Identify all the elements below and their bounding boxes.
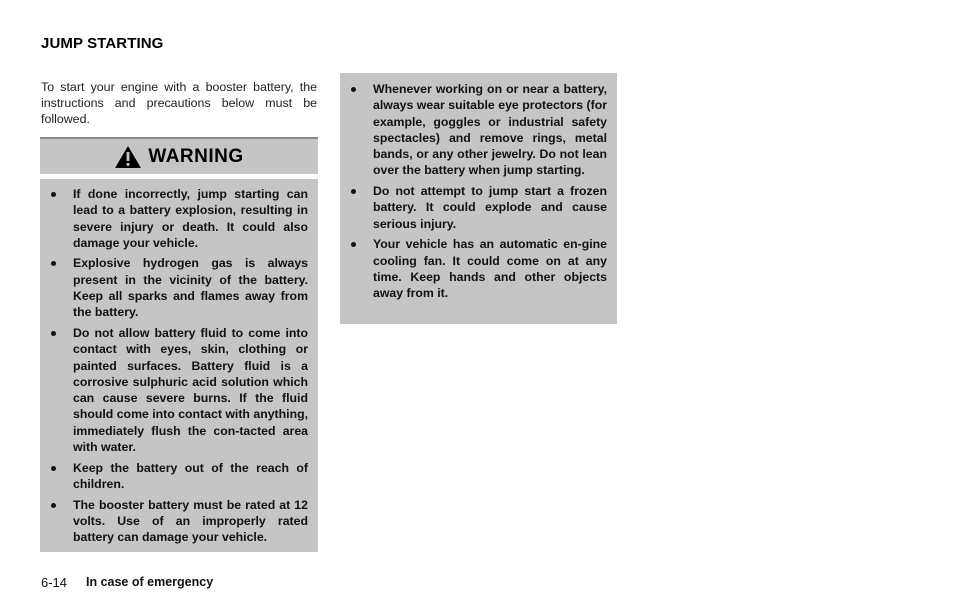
bullet-text: Keep the battery out of the reach of children. (73, 460, 308, 491)
bullet-icon (51, 466, 56, 471)
warning-label: WARNING (148, 145, 244, 167)
bullet-icon (51, 331, 56, 336)
bullet-text: Do not attempt to jump start a frozen battery. It could explode and cause serious injury. (373, 184, 607, 231)
bullet-icon (351, 189, 356, 194)
bullet-text: Your vehicle has an automatic en-gine cooling fan. It could come on at any time. Keep hands and other objects away from it. (373, 237, 607, 301)
bullet-icon (51, 503, 56, 508)
list-item (349, 183, 607, 232)
bullet-icon (51, 261, 56, 266)
warning-list-right (349, 81, 607, 301)
page-number: 6-14 (41, 575, 68, 590)
list-item (349, 236, 607, 301)
warning-header (40, 137, 318, 174)
bullet-text: Do not allow battery fluid to come into contact with eyes, skin, clothing or painted surfaces. Battery fluid is a corrosive sulphuric acid solution which can cause severe burns. If the fluid should come into contact with anything, immediately flush the con-tacted area with water. (73, 325, 309, 455)
bullet-text: If done incorrectly, jump starting can lead to a battery explosion, resulting in severe injury or death. It could also damage your vehicle. (73, 187, 308, 250)
list-item (49, 255, 308, 320)
warning-triangle-icon (114, 145, 142, 169)
bullet-icon (351, 242, 356, 247)
list-item (49, 497, 308, 546)
warning-panel-right (340, 73, 617, 324)
warning-panel-left (40, 179, 318, 552)
list-item (49, 186, 308, 251)
bullet-text: The booster battery must be rated at 12 volts. Use of an improperly rated battery can damage your vehicle. (73, 497, 308, 545)
bullet-icon (51, 192, 56, 197)
chapter-title: In case of emergency (86, 575, 214, 589)
list-item (349, 81, 607, 179)
bullet-text: Whenever working on or near a battery, always wear suitable eye protectors (for example, goggles or industrial safety spectacles) and remove rings, metal bands, or any other jewelry. Do not lean over the battery when jump starting. (373, 82, 607, 178)
list-item (49, 325, 308, 455)
list-item (49, 460, 308, 493)
bullet-icon (351, 87, 356, 92)
section-title: JUMP STARTING (41, 35, 164, 52)
bullet-text: Explosive hydrogen gas is always present in the vicinity of the battery. Keep all sparks and flames away from the battery. (73, 256, 308, 320)
intro-paragraph: To start your engine with a booster battery, the instructions and precautions below must be followed. (41, 80, 317, 127)
warning-list-left (49, 186, 308, 545)
